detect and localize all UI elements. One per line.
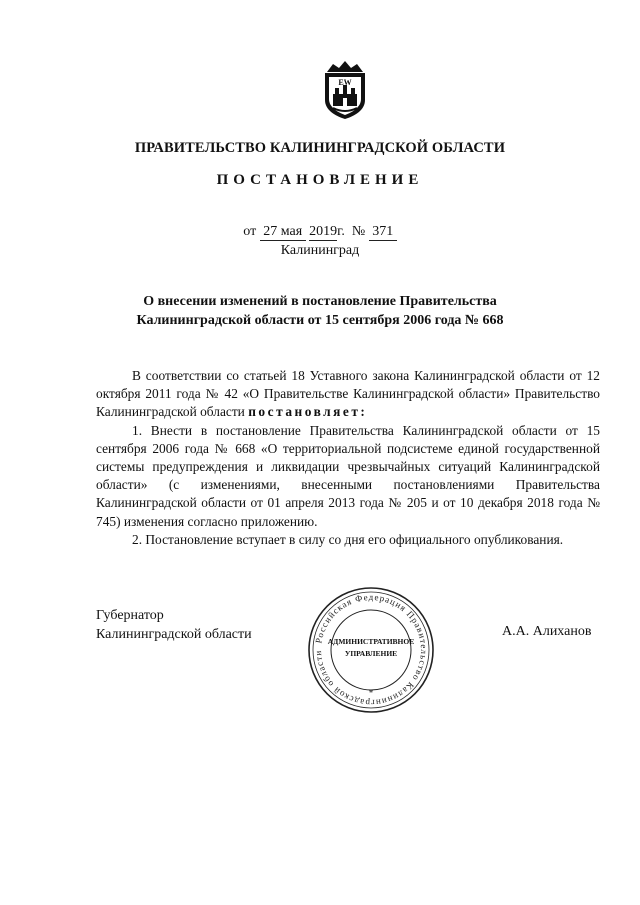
signer-title — [96, 606, 252, 644]
svg-text:*: * — [368, 688, 374, 698]
subject-line-2: Калининградской области от 15 сентября 2006 года № 668 — [136, 313, 504, 328]
date-day: 27 мая — [260, 224, 306, 241]
svg-text:EW: EW — [338, 78, 352, 87]
number-sign: № — [351, 224, 366, 239]
dateline — [0, 224, 640, 241]
year-suffix: г. — [337, 224, 345, 239]
preamble-paragraph: В соответствии со статьей 18 Уставного закона Калининградской области от 12 октября 2011 года № 42 «О Правительстве Калининградской области» Правительство Калининградской области постановляет: — [96, 368, 600, 420]
subject-line-1: О внесении изменений в постановление Правительства — [143, 294, 497, 309]
svg-text:УПРАВЛЕНИЕ: УПРАВЛЕНИЕ — [344, 649, 398, 658]
svg-text:АДМИНИСТРАТИВНОЕ: АДМИНИСТРАТИВНОЕ — [327, 637, 415, 646]
signer-title-line-2: Калининградской области — [96, 627, 252, 642]
document-type: ПОСТАНОВЛЕНИЕ — [216, 172, 424, 188]
item-1-paragraph: 1. Внести в постановление Правительства Калининградской области от 15 сентября 2006 года № 668 «О территориальной подсистеме единой государственной системы предупреждения и ликвидации чрезвычайных ситуаций Калининградской области» (с изменениями, внесенными постановлениями Правительства Калининградской области от 01 апреля 2013 года № 205 и от 10 декабря 2018 года № 745) изменения согласно приложению. — [96, 422, 600, 529]
official-seal-icon — [305, 584, 437, 716]
signer-name: А.А. Алиханов — [502, 624, 592, 639]
document-body — [96, 367, 600, 549]
date-year: 2019 — [309, 224, 338, 239]
document-subject — [0, 292, 640, 330]
signer-title-line-1: Губернатор — [96, 608, 164, 623]
svg-text:Российская Федерация Правитель: Российская Федерация Правительство Калининградской области — [312, 591, 430, 709]
city: Калининград — [280, 243, 360, 258]
date-prefix: от — [243, 224, 257, 239]
resolves-word: постановляет: — [248, 404, 368, 420]
item-2-paragraph: 2. Постановление вступает в силу со дня его официального опубликования. — [132, 531, 564, 547]
government-title: ПРАВИТЕЛЬСТВО КАЛИНИНГРАДСКОЙ ОБЛАСТИ — [134, 140, 506, 156]
document-number: 371 — [369, 224, 397, 241]
coat-of-arms-icon — [319, 58, 371, 120]
